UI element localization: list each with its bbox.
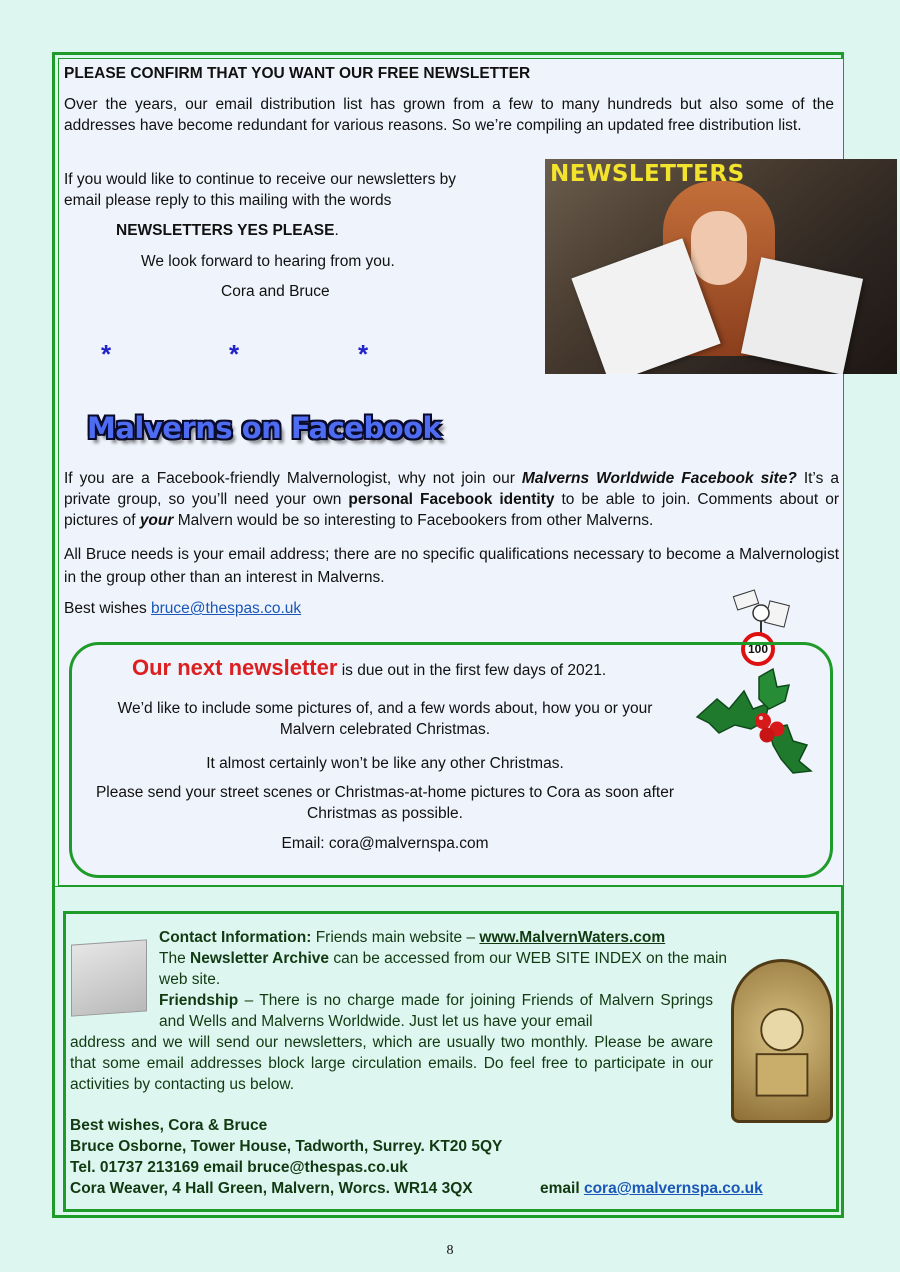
next-newsletter-email: Email: cora@malvernspa.com [281, 835, 489, 852]
page-number: 8 [446, 1243, 454, 1258]
contact-label: Contact Information: [159, 929, 312, 946]
sign-best: Best wishes, Cora & Bruce [70, 1117, 268, 1134]
sign-bruce: Bruce Osborne, Tower House, Tadworth, Surrey. KT20 5QY [70, 1138, 503, 1155]
bruce-email-link[interactable]: bruce@thespas.co.uk [151, 600, 302, 617]
friendship-line: Friendship – There is no charge made for joining Friends of Malvern Springs and Wells and Malverns Worldwide. Just let us have your email [159, 992, 713, 1030]
newsletter-phrase: NEWSLETTERS YES PLEASE. [116, 222, 339, 239]
best-wishes: Best wishes bruce@thespas.co.uk [64, 600, 302, 617]
look-forward: We look forward to hearing from you. [141, 253, 395, 270]
star-separator: * [358, 339, 369, 369]
signoff: Cora and Bruce [221, 283, 330, 300]
next-newsletter-note: It almost certainly won’t be like any other Christmas. [206, 755, 564, 772]
newsletter-heading: PLEASE CONFIRM THAT YOU WANT OUR FREE NEWSLETTER [64, 65, 531, 82]
newsletter-intro: Over the years, our email distribution list has grown from a few to many hundreds but also some of the addresses have become redundant for various reasons. So we’re compiling an updated free distribution list. [64, 96, 834, 134]
malvern-crest-icon [731, 959, 833, 1123]
next-newsletter-send: Please send your street scenes or Christmas-at-home pictures to Cora as soon after Christmas as possible. [95, 784, 675, 822]
section-divider [55, 886, 841, 887]
facebook-email-info: All Bruce needs is your email address; there are no specific qualifications necessary to become a Malvernologist in the group other than an interest in Malverns. [64, 546, 839, 586]
main-panel [58, 58, 844, 886]
website-link[interactable]: www.MalvernWaters.com [479, 929, 666, 946]
sign-cora: Cora Weaver, 4 Hall Green, Malvern, Worcs. WR14 3QX [70, 1180, 473, 1197]
newspaper-icon [71, 939, 147, 1016]
star-separator: * [229, 339, 240, 369]
contact-line: Contact Information: Friends main website – www.MalvernWaters.com [159, 929, 666, 946]
newsletter-request: If you would like to continue to receive our newsletters by email please reply to this mailing with the words [64, 171, 457, 209]
sign-tel: Tel. 01737 213169 email bruce@thespas.co.uk [70, 1159, 408, 1176]
holly-icon [689, 659, 819, 784]
page-frame [52, 52, 844, 1218]
facebook-paragraph: If you are a Facebook-friendly Malvernologist, why not join our Malverns Worldwide Facebook site? It’s a private group, so you’ll need your own personal Facebook identity to be able to join. Comments about or pictures of your Malvern would be so interesting to Facebookers from other Malverns. [64, 470, 839, 529]
newsletters-photo [545, 159, 897, 374]
next-newsletter-title: Our next newsletter is due out in the first few days of 2021. [132, 655, 607, 680]
facebook-banner: Malverns on Facebook [87, 411, 442, 445]
star-separator: * [101, 339, 112, 369]
archive-line: The Newsletter Archive can be accessed from our WEB SITE INDEX on the main web site. [159, 950, 728, 988]
speed-sign-icon: 100 [741, 632, 775, 666]
next-newsletter-request: We’d like to include some pictures of, and a few words about, how you or your Malvern celebrated Christmas. [117, 700, 653, 738]
friendship-cont: address and we will send our newsletters, which are usually two monthly. Please be aware that some email addresses block large circulation emails. Do feel free to participate in our activities by contacting us below. [70, 1034, 713, 1093]
cora-email-link[interactable]: cora@malvernspa.co.uk [583, 1180, 763, 1197]
contact-box [63, 911, 839, 1212]
newsletters-photo-title: NEWSLETTERS [550, 161, 745, 187]
cartoon-reader-icon [727, 589, 799, 639]
sign-cora-email: email cora@malvernspa.co.uk [540, 1180, 763, 1197]
